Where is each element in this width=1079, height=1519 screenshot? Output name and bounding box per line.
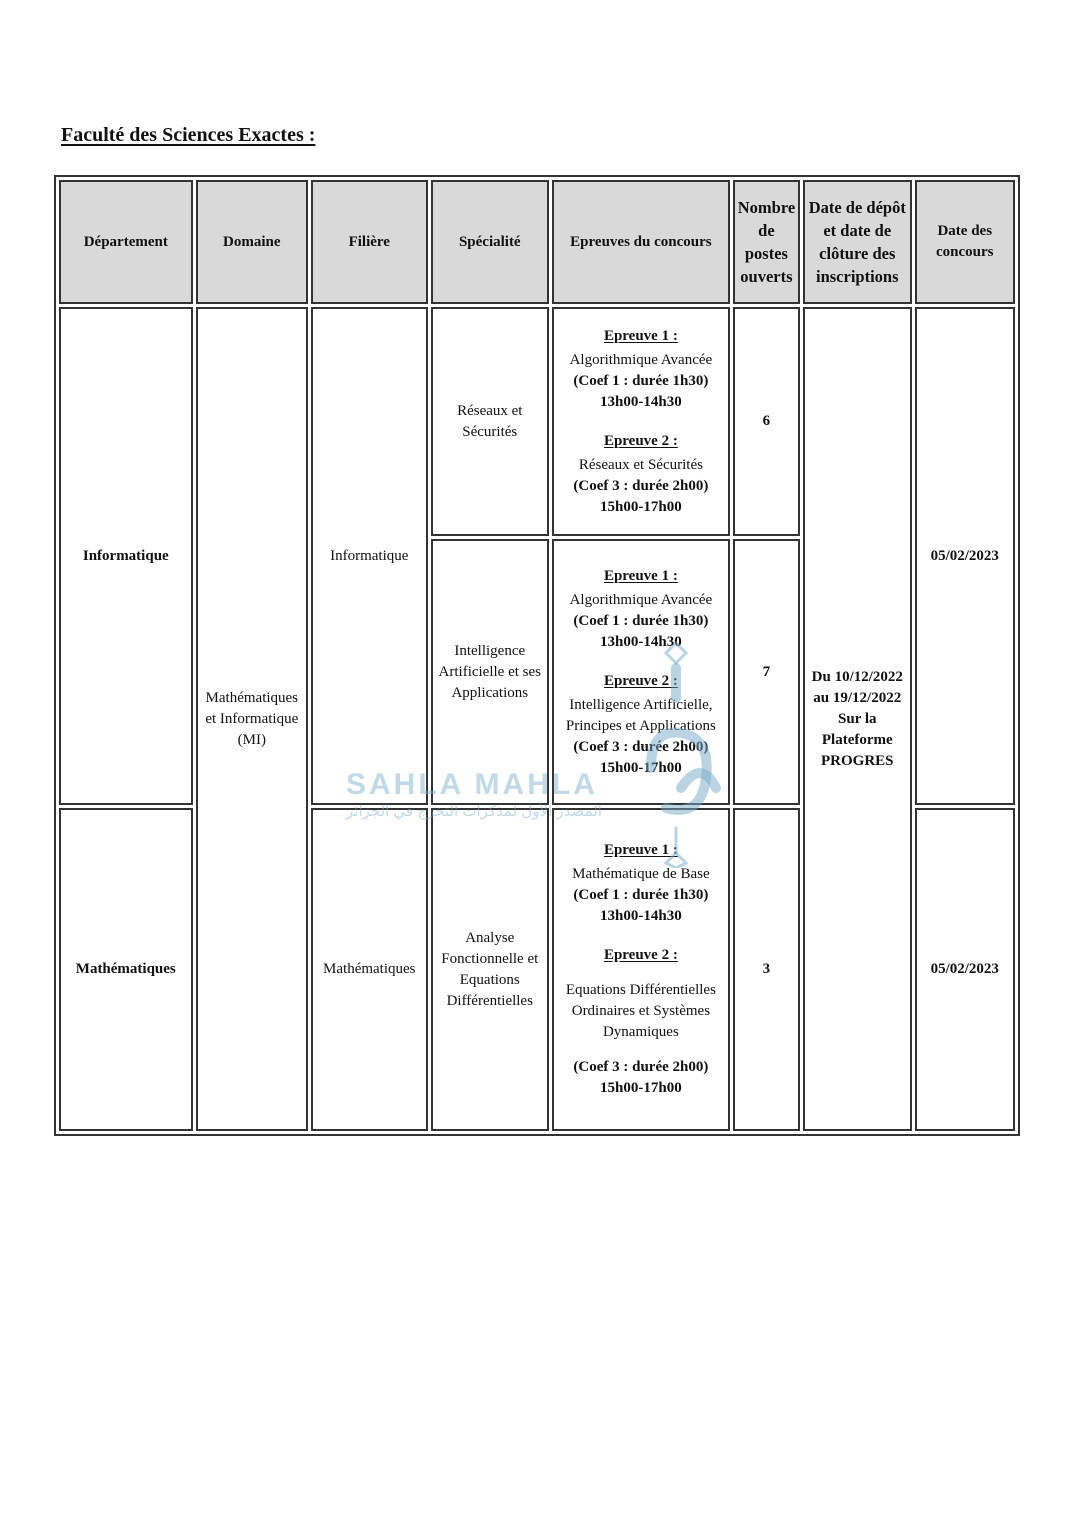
header-departement: Département bbox=[59, 180, 193, 304]
epreuve-time: 13h00-14h30 bbox=[600, 633, 682, 650]
epreuve-2 bbox=[557, 671, 725, 779]
epreuve-coef: (Coef 1 : durée 1h30) bbox=[573, 887, 709, 903]
specialite-cell: Analyse Fonctionnelle et Equations Différentielles bbox=[431, 808, 550, 1131]
date-concours-cell: 05/02/2023 bbox=[915, 307, 1016, 805]
filiere-cell: Mathématiques bbox=[311, 808, 427, 1131]
epreuve-2 bbox=[557, 431, 725, 518]
epreuve-subject: Algorithmique Avancée bbox=[569, 591, 713, 608]
watermark-tagline: المصدر الأول لمذكرات التخرج في الجزائر bbox=[346, 803, 602, 820]
domaine-cell: Mathématiques et Informatique (MI) bbox=[196, 307, 308, 1131]
epreuve-1 bbox=[557, 566, 725, 653]
page-title: Faculté des Sciences Exactes : bbox=[61, 124, 316, 146]
epreuve-coef: (Coef 3 : durée 2h00) bbox=[573, 1059, 709, 1075]
epreuve-time: 15h00-17h00 bbox=[600, 498, 682, 515]
departement-cell: Informatique bbox=[59, 307, 193, 805]
epreuve-label: Epreuve 1 : bbox=[603, 567, 678, 584]
header-epreuves: Epreuves du concours bbox=[552, 180, 730, 304]
epreuve-2 bbox=[557, 945, 725, 1099]
epreuve-label: Epreuve 2 : bbox=[603, 672, 678, 689]
epreuve-label: Epreuve 2 : bbox=[603, 947, 678, 963]
postes-cell: 3 bbox=[733, 808, 800, 1131]
epreuve-coef: (Coef 3 : durée 2h00) bbox=[573, 477, 709, 494]
epreuve-label: Epreuve 1 : bbox=[603, 327, 678, 344]
watermark-brand: SAHLA MAHLA bbox=[346, 768, 598, 801]
epreuve-1 bbox=[557, 840, 725, 927]
date-depot-cell: Du 10/12/2022 au 19/12/2022 Sur la Plateforme PROGRES bbox=[803, 307, 911, 1131]
header-specialite: Spécialité bbox=[431, 180, 550, 304]
departement-cell: Mathématiques bbox=[59, 808, 193, 1131]
specialite-cell: Intelligence Artificielle et ses Applications bbox=[431, 539, 550, 805]
competition-schedule-table bbox=[54, 175, 1020, 1136]
header-date-concours: Date des concours bbox=[915, 180, 1016, 304]
epreuve-subject: Equations Différentielles Ordinaires et Systèmes Dynamiques bbox=[565, 982, 716, 1040]
epreuve-label: Epreuve 1 : bbox=[603, 842, 678, 858]
epreuves-cell bbox=[552, 808, 730, 1131]
epreuve-time: 15h00-17h00 bbox=[600, 759, 682, 776]
epreuve-coef: (Coef 3 : durée 2h00) bbox=[573, 738, 709, 755]
epreuve-coef: (Coef 1 : durée 1h30) bbox=[573, 372, 709, 389]
epreuve-subject: Intelligence Artificielle, Principes et Applications bbox=[565, 696, 716, 734]
epreuves-cell bbox=[552, 539, 730, 805]
header-filiere: Filière bbox=[311, 180, 427, 304]
postes-cell: 6 bbox=[733, 307, 800, 536]
date-concours-cell: 05/02/2023 bbox=[915, 808, 1016, 1131]
table-header-row bbox=[59, 180, 1015, 304]
epreuve-1 bbox=[557, 326, 725, 413]
epreuve-time: 13h00-14h30 bbox=[600, 393, 682, 410]
epreuves-cell bbox=[552, 307, 730, 536]
header-domaine: Domaine bbox=[196, 180, 308, 304]
header-date-depot: Date de dépôt et date de clôture des inscriptions bbox=[803, 180, 911, 304]
epreuve-subject: Réseaux et Sécurités bbox=[578, 456, 703, 473]
postes-cell: 7 bbox=[733, 539, 800, 805]
table-row bbox=[59, 307, 1015, 536]
epreuve-coef: (Coef 1 : durée 1h30) bbox=[573, 612, 709, 629]
epreuve-subject: Mathématique de Base bbox=[572, 866, 710, 882]
filiere-cell: Informatique bbox=[311, 307, 427, 805]
epreuve-label: Epreuve 2 : bbox=[603, 432, 678, 449]
epreuve-time: 15h00-17h00 bbox=[600, 1080, 682, 1096]
epreuve-time: 13h00-14h30 bbox=[600, 908, 682, 924]
header-nombre-postes: Nombre de postes ouverts bbox=[733, 180, 800, 304]
epreuve-subject: Algorithmique Avancée bbox=[569, 351, 713, 368]
specialite-cell: Réseaux et Sécurités bbox=[431, 307, 550, 536]
